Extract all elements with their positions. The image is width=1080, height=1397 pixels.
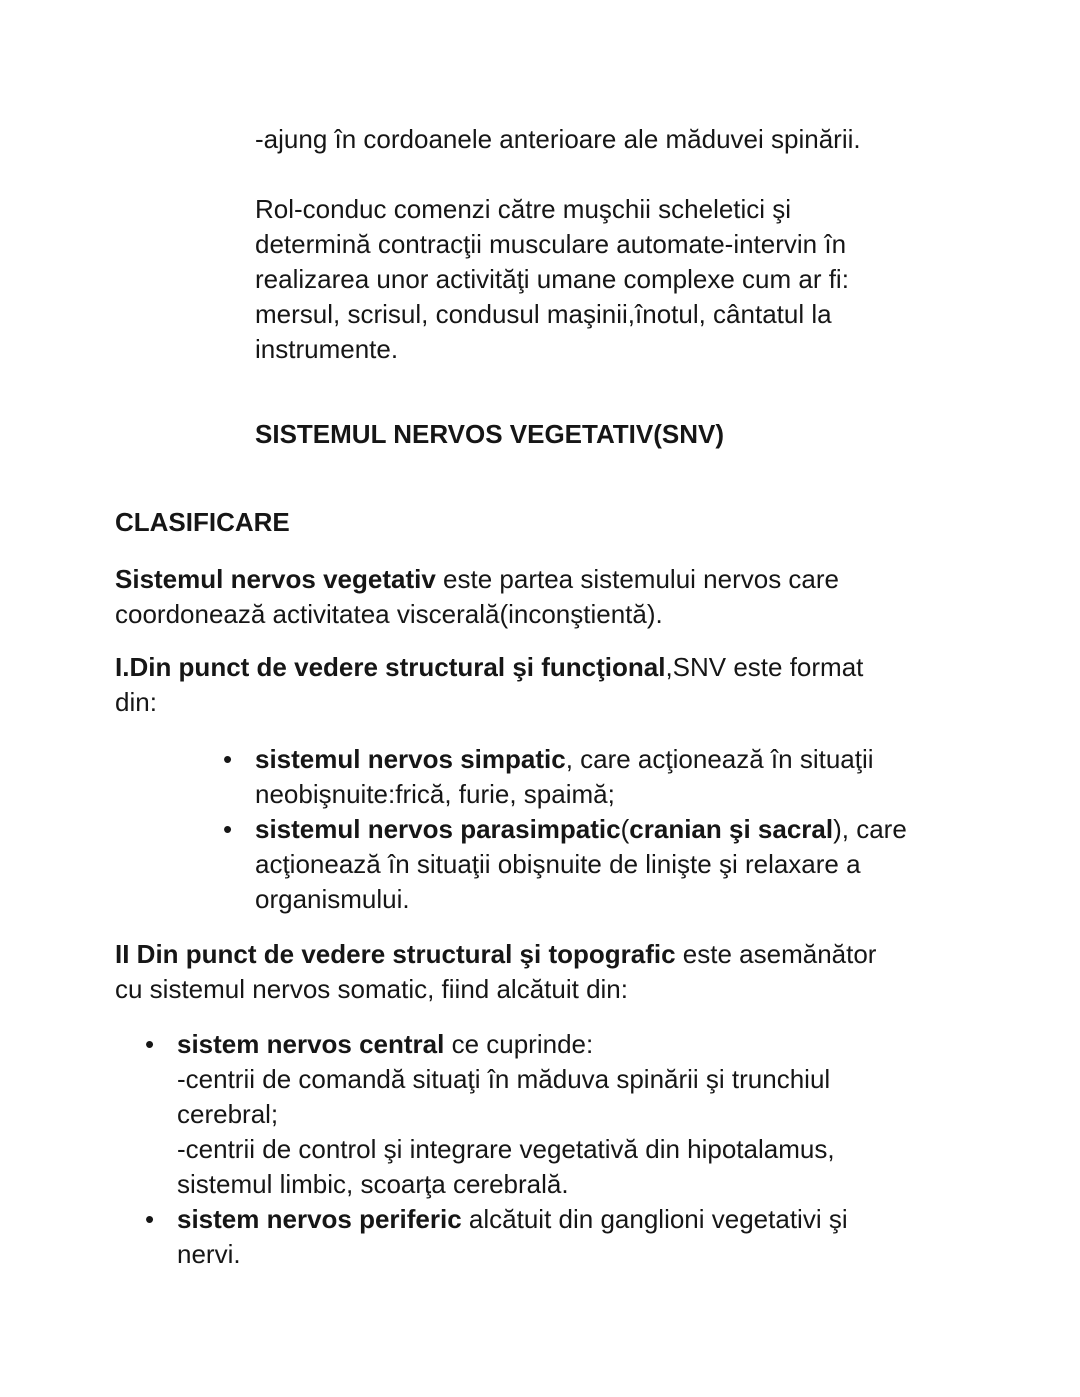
text-line: neobişnuite:frică, furie, spaimă; <box>255 779 615 809</box>
bold-run: Sistemul nervos vegetativ <box>115 564 436 594</box>
text-line: acţionează în situaţii obişnuite de linişte şi relaxare a <box>255 849 861 879</box>
text-run: , care acţionează în situaţii <box>565 744 874 774</box>
heading-clasificare: CLASIFICARE <box>115 507 290 537</box>
text-run: ( <box>620 814 630 844</box>
text-line: realizarea unor activităţi umane complexe cum ar fi: <box>255 264 849 294</box>
text-run: este partea sistemului nervos care <box>435 564 840 594</box>
list-item-simpatic <box>115 742 970 812</box>
list-central-periferic <box>115 1027 970 1272</box>
text-line: determină contracţii musculare automate-intervin în <box>255 229 847 259</box>
text-run: este asemănător <box>675 939 877 969</box>
text-line: cu sistemul nervos somatic, fiind alcătuit din: <box>115 974 628 1004</box>
bold-run: II Din punct de vedere structural şi topografic <box>115 939 676 969</box>
text-run: ce cuprinde: <box>444 1029 594 1059</box>
paragraph-sistemul-nervos-vegetativ <box>115 562 970 632</box>
paragraph-structural-topografic <box>115 937 970 1007</box>
text-line: Rol-conduc comenzi către muşchii scheletici şi <box>255 194 792 224</box>
text-line: nervi. <box>177 1239 241 1269</box>
paragraph-rol <box>255 192 970 367</box>
bold-run: cranian şi sacral <box>629 814 834 844</box>
text-run: alcătuit din ganglioni vegetativi şi <box>461 1204 848 1234</box>
text-line: din: <box>115 687 157 717</box>
document-title: SISTEMUL NERVOS VEGETATIV(SNV) <box>255 419 725 449</box>
text-line: organismului. <box>255 884 410 914</box>
text-line <box>177 1202 970 1237</box>
text-line: -centrii de control şi integrare vegetativă din hipotalamus, <box>177 1134 835 1164</box>
bold-run: sistemul nervos simpatic <box>255 744 566 774</box>
text-line: -centrii de comandă situaţi în măduva spinării şi trunchiul <box>177 1064 831 1094</box>
list-simpatic-parasimpatic <box>115 742 970 917</box>
text-line: mersul, scrisul, condusul maşinii,înotul, cântatul la <box>255 299 832 329</box>
text-line <box>115 562 970 597</box>
bold-run: sistem nervos central <box>177 1029 445 1059</box>
text-line: -ajung în cordoanele anterioare ale măduvei spinării. <box>255 124 861 154</box>
text-line <box>115 937 970 972</box>
text-line: sistemul limbic, scoarţa cerebrală. <box>177 1169 569 1199</box>
bold-run: I.Din punct de vedere structural şi funcţional <box>115 652 666 682</box>
text-run: ), care <box>833 814 907 844</box>
text-line <box>255 742 970 777</box>
text-line: instrumente. <box>255 334 399 364</box>
bold-run: sistem nervos periferic <box>177 1204 462 1234</box>
list-item-parasimpatic <box>115 812 970 917</box>
list-item-central <box>115 1027 970 1202</box>
text-line <box>177 1027 970 1062</box>
text-run: ,SNV este format <box>665 652 864 682</box>
paragraph-ajung <box>255 122 970 157</box>
bold-run: sistemul nervos parasimpatic <box>255 814 621 844</box>
text-line <box>115 650 970 685</box>
text-line: coordonează activitatea viscerală(inconştientă). <box>115 599 663 629</box>
text-line <box>255 812 970 847</box>
list-item-periferic <box>115 1202 970 1272</box>
paragraph-structural-functional <box>115 650 970 720</box>
text-line: cerebral; <box>177 1099 279 1129</box>
